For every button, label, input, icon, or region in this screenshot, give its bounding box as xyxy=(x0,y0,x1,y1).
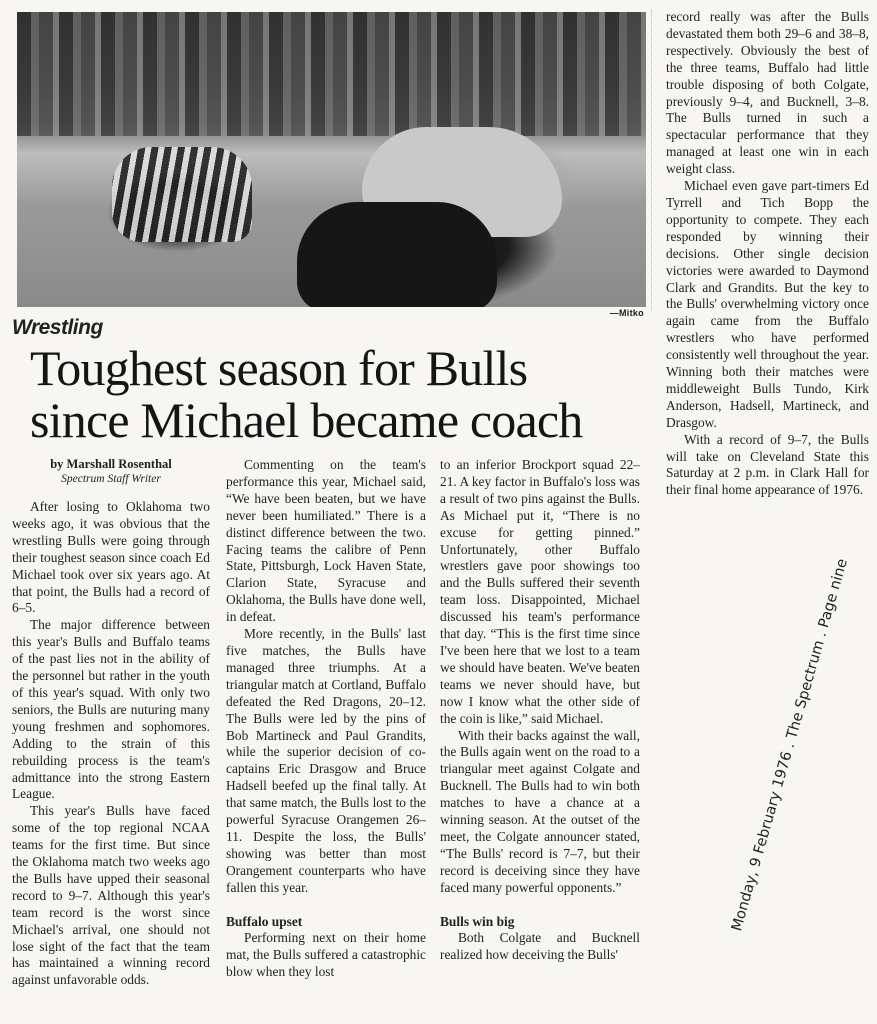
column-divider xyxy=(651,10,652,310)
byline-role: Spectrum Staff Writer xyxy=(61,473,161,485)
paragraph: Both Colgate and Bucknell realized how deceiving the Bulls' xyxy=(440,930,640,963)
headline-line-1: Toughest season for Bulls xyxy=(30,340,528,396)
paragraph: Performing next on their home mat, the Bulls suffered a catastrophic blow when they lost xyxy=(226,930,426,980)
subhead-buffalo-upset: Buffalo upset xyxy=(226,913,303,929)
photo-crowd xyxy=(17,12,646,136)
photo-wrestler-bottom xyxy=(297,202,497,307)
paragraph: Commenting on the team's performance this year, Michael said, “We have been beaten, but we have never been humiliated.” There is a distinct difference between the two. Facing teams the calibre of Penn State, Pittsburgh, Lock Haven State, Clarion State, Syracuse and Oklahoma, the Bulls have done well, in defeat. xyxy=(226,457,426,625)
photo-referee xyxy=(112,147,252,242)
paragraph-continued: to an inferior Brockport squad 22–21. A key factor in Buffalo's loss was a result of two pins against the Bulls. As Michael put it, “There is no excuse for getting pinned.” Unfortunately, other Buffalo wrestlers gave poor showings too and the Bulls suffered their seventh team loss. Disappointed, Michael discussed his team's performance that day. “This is the first time since I've been here that we lost to a team we should have beaten. We've beaten teams we never should have, but now I know what the other side of the coin is like,” said Michael. xyxy=(440,457,640,726)
article-column-1 xyxy=(12,457,210,989)
article-column-4 xyxy=(666,9,869,499)
article-column-2 xyxy=(226,457,426,981)
article-column-3 xyxy=(440,457,640,964)
paragraph: Michael even gave part-timers Ed Tyrrell and Tich Bopp the opportunity to compete. They each responded by winning their decisions. Other single decision victories were awarded to Daymond Clark and Grandits. But the key to the Bulls' overwhelming victory once again came from the Buffalo wrestlers who have performed consistently well throughout the year. Winning both their matches were middleweight Bulls Tundo, Kirk Anderson, Hadsell, Martineck, and Drasgow. xyxy=(666,178,869,430)
photo-credit: —Mitko xyxy=(609,308,644,318)
paragraph: With their backs against the wall, the Bulls again went on the road to a triangular meet against Colgate and Bucknell. The Bulls had to win both matches to have a chance at a winning season. At the outset of the meet, the Colgate announcer stated, “The Bulls' record is 7–7, but their record is deceiving since they have faced many powerful opponents.” xyxy=(440,727,640,895)
headline-line-2: since Michael became coach xyxy=(30,392,583,448)
paragraph: The major difference between this year's Bulls and Buffalo teams of the past lies not in the ability of the personnel but rather in the youth of this year's squad. With only two seniors, the Bulls are nuturing many young freshmen and sophomores. Adding to the strain of this rebuilding process is the team's admittance into the strong Eastern League. xyxy=(12,617,210,802)
page-dateline: Monday, 9 February 1976 . The Spectrum . Page nine xyxy=(729,556,851,934)
wrestling-photo xyxy=(17,12,646,307)
byline: by Marshall Rosenthal xyxy=(50,457,172,471)
subhead-bulls-win-big: Bulls win big xyxy=(440,913,515,929)
paragraph-continued: record really was after the Bulls devastated them both 29–6 and 38–8, respectively. Obviously the best of the three teams, Buffalo had little trouble disposing of both Colgate, previously 9–4, and Bucknell, 3–8. The Bulls turned in such a spectacular performance that they managed at least one win in each weight class. xyxy=(666,9,869,177)
headline xyxy=(30,342,650,446)
paragraph: After losing to Oklahoma two weeks ago, it was obvious that the wrestling Bulls were going through their toughest season since coach Ed Michael took over six years ago. At that point, the Bulls had a record of 6–5. xyxy=(12,499,210,616)
paragraph: This year's Bulls have faced some of the top regional NCAA teams for the first time. But since the Oklahoma match two weeks ago the Bulls have upped their seasonal record to 9–7. Although this year's team record is the worst since Michael's arrival, one should not lose sight of the fact that the team has maintained a winning record against unfavorable odds. xyxy=(12,803,210,988)
paragraph: More recently, in the Bulls' last five matches, the Bulls have managed three triumphs. At a triangular match at Cortland, Buffalo defeated the Red Dragons, 20–12. The Bulls were led by the pins of Bob Martineck and Paul Grandits, while the superior decision of co-captains Eric Drasgow and Bruce Hadsell beefed up the final tally. At that same match, the Bulls lost to the powerful Syracuse Orangemen 26–11. Despite the loss, the Bulls' showing was better than most Orangement counterparts who have fallen this year. xyxy=(226,626,426,895)
section-kicker: Wrestling xyxy=(12,316,103,339)
paragraph: With a record of 9–7, the Bulls will take on Cleveland State this Saturday at 2 p.m. in Clark Hall for their final home appearance of 1976. xyxy=(666,431,869,498)
